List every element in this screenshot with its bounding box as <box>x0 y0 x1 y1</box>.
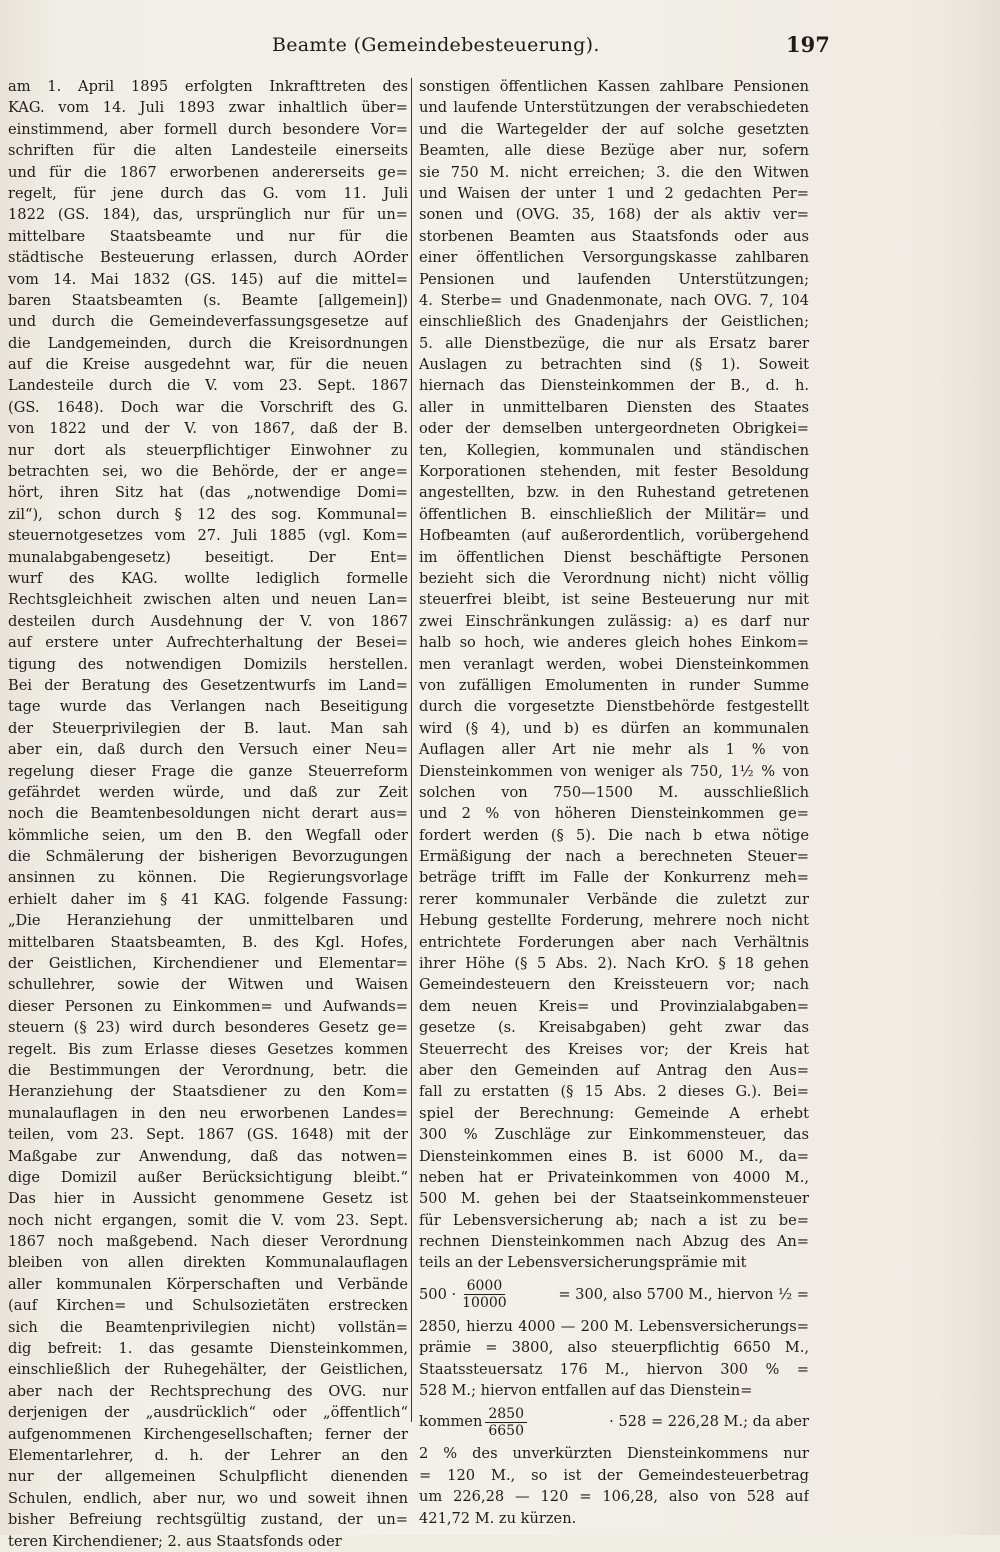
text-line: steuernotgesetzes vom 27. Juli 1885 (vgl. Kom= <box>8 527 408 545</box>
text-line: 2 % des unverkürzten Diensteinkommens nur <box>419 1445 809 1463</box>
text-line: aber ein, daß durch den Versuch einer Neu= <box>8 741 408 759</box>
text-line: angestellten, bzw. in den Ruhestand getretenen <box>419 484 809 502</box>
formula-line <box>419 1274 809 1316</box>
text-line: schriften für die alten Landesteile einerseits <box>8 142 408 160</box>
text-line: von zufälligen Emolumenten in runder Summe <box>419 676 809 694</box>
text-line: Hofbeamten (auf außerordentlich, vorübergehend <box>419 527 809 545</box>
text-line: KAG. vom 14. Juli 1893 zwar inhaltlich über= <box>8 99 408 117</box>
text-line: sonen und (OVG. 35, 168) der als aktiv ver= <box>419 206 809 224</box>
text-line: aller in unmittelbaren Diensten des Staates <box>419 398 809 416</box>
text-line: betrachten sei, wo die Behörde, der er ange= <box>8 463 408 481</box>
text-line: die Schmälerung der bisherigen Bevorzugungen <box>8 848 408 866</box>
text-line: einer öffentlichen Versorgungskasse zahlbaren <box>419 249 809 267</box>
text-line: ansinnen zu können. Die Regierungsvorlage <box>8 869 408 887</box>
text-line: storbenen Beamten aus Staatsfonds oder aus <box>419 227 809 245</box>
text-line: um 226,28 — 120 = 106,28, also von 528 auf <box>419 1488 809 1506</box>
formula-suffix: · 528 = 226,28 M.; da aber <box>609 1413 809 1431</box>
text-line: zil“), schon durch § 12 des sog. Kommunal= <box>8 505 408 523</box>
text-line: auf erstere unter Aufrechterhaltung der Besei= <box>8 634 408 652</box>
text-line: mittelbaren Staatsbeamten, B. des Kgl. Hofes, <box>8 933 408 951</box>
text-line: 5. alle Dienstbezüge, die nur als Ersatz barer <box>419 334 809 352</box>
text-line: Beamten, alle diese Bezüge aber nur, sofern <box>419 142 809 160</box>
text-line: 1867 noch maßgebend. Nach dieser Verordnung <box>8 1233 408 1251</box>
fraction-numerator: 6000 <box>464 1278 506 1295</box>
text-line: rechnen Diensteinkommen nach Abzug des An= <box>419 1233 809 1251</box>
text-line: Hebung gestellte Forderung, mehrere noch nicht <box>419 912 809 930</box>
text-line: hiernach das Diensteinkommen der B., d. h. <box>419 377 809 395</box>
fraction <box>485 1406 527 1439</box>
text-line: bezieht sich die Verordnung nicht) nicht völlig <box>419 569 809 587</box>
page-header <box>0 28 1000 62</box>
text-line: einschließlich der Ruhegehälter, der Geistlichen, <box>8 1361 408 1379</box>
page-number: 197 <box>786 32 830 57</box>
text-line: steuern (§ 23) wird durch besonderes Gesetz ge= <box>8 1019 408 1037</box>
text-line: „Die Heranziehung der unmittelbaren und <box>8 912 408 930</box>
text-line: dige Domizil außer Berücksichtigung bleibt.“ <box>8 1168 408 1186</box>
text-line: am 1. April 1895 erfolgten Inkrafttreten des <box>8 78 408 95</box>
text-line: Diensteinkommen von weniger als 750, 1½ % von <box>419 762 809 780</box>
text-line: vom 14. Mai 1832 (GS. 145) auf die mittel= <box>8 270 408 288</box>
text-line: oder der demselben untergeordneten Obrigkei= <box>419 420 809 438</box>
text-line: dem neuen Kreis= und Provinzialabgaben= <box>419 997 809 1015</box>
text-line: 528 M.; hiervon entfallen auf das Dienstein= <box>419 1382 753 1400</box>
text-line: Maßgabe zur Anwendung, daß das notwen= <box>8 1147 408 1165</box>
fraction <box>459 1278 510 1311</box>
text-line: aufgenommenen Kirchengesellschaften; ferner der <box>8 1425 408 1443</box>
text-line: der Geistlichen, Kirchendiener und Elementar= <box>8 955 408 973</box>
text-line: aber nach der Rechtsprechung des OVG. nur <box>8 1382 408 1400</box>
text-line: städtische Besteuerung erlassen, durch AOrder <box>8 249 408 267</box>
text-line: noch nicht ergangen, somit die V. vom 23. Sept. <box>8 1211 408 1229</box>
formula-prefix: kommen <box>419 1413 483 1431</box>
text-line: und für die 1867 erworbenen andererseits ge= <box>8 163 408 181</box>
text-line: tigung des notwendigen Domizils herstellen. <box>8 655 408 673</box>
text-line: 4. Sterbe= und Gnadenmonate, nach OVG. 7, 104 <box>419 291 809 309</box>
text-line: solchen von 750—1500 M. ausschließlich <box>419 783 809 801</box>
text-line: Elementarlehrer, d. h. der Lehrer an den <box>8 1447 408 1464</box>
text-line: entrichtete Forderungen aber nach Verhältnis <box>419 933 809 951</box>
text-line: kömmliche seien, um den B. den Wegfall oder <box>8 826 408 844</box>
fraction-denominator: 6650 <box>488 1422 524 1439</box>
text-line: ihrer Höhe (§ 5 Abs. 2). Nach KrO. § 18 gehen <box>419 955 809 973</box>
running-title: Beamte (Gemeindebesteuerung). <box>272 34 600 56</box>
text-line: schullehrer, sowie der Witwen und Waisen <box>8 976 408 994</box>
text-line: gefährdet werden würde, und daß zur Zeit <box>8 783 408 801</box>
text-line: die Bestimmungen der Verordnung, betr. die <box>8 1061 408 1079</box>
text-line: desteilen durch Ausdehnung der V. von 1867 <box>8 612 408 630</box>
text-line: Ermäßigung der nach a berechneten Steuer= <box>419 848 809 866</box>
text-line: dig befreit: 1. das gesamte Diensteinkommen, <box>8 1340 408 1358</box>
text-line: 421,72 M. zu kürzen. <box>419 1509 577 1527</box>
text-line: die Landgemeinden, durch die Kreisordnungen <box>8 334 408 352</box>
text-line: tage wurde das Verlangen nach Beseitigung <box>8 698 408 716</box>
text-line: und laufende Unterstützungen der verabschiedeten <box>419 99 809 117</box>
text-line: 300 % Zuschläge zur Einkommensteuer, das <box>419 1126 809 1144</box>
formula-suffix: = 300, also 5700 M., hiervon ½ = <box>558 1285 809 1303</box>
text-line: (GS. 1648). Doch war die Vorschrift des G. <box>8 398 408 416</box>
text-line: ten, Kollegien, kommunalen und ständischen <box>419 441 809 459</box>
right-text-column <box>419 76 809 1529</box>
fraction-numerator: 2850 <box>485 1406 527 1423</box>
fraction-denominator: 10000 <box>462 1295 507 1312</box>
text-line: beträge trifft im Falle der Konkurrenz meh= <box>419 869 809 887</box>
text-line: im öffentlichen Dienst beschäftigte Personen <box>419 548 809 566</box>
text-line: prämie = 3800, also steuerpflichtig 6650 M., <box>419 1339 809 1357</box>
text-line: Schulen, endlich, aber nur, wo und soweit ihnen <box>8 1489 408 1507</box>
text-line: men veranlagt werden, wobei Diensteinkommen <box>419 655 809 673</box>
text-line: Das hier in Aussicht genommene Gesetz ist <box>8 1190 408 1208</box>
text-line: gesetze (s. Kreisabgaben) geht zwar das <box>419 1019 809 1037</box>
text-line: nur dort als steuerpflichtiger Einwohner zu <box>8 441 408 459</box>
text-line: 1822 (GS. 184), das, ursprünglich nur für un= <box>8 206 408 224</box>
text-line: Rechtsgleichheit zwischen alten und neuen Lan= <box>8 591 408 609</box>
text-line: spiel der Berechnung: Gemeinde A erhebt <box>419 1104 809 1122</box>
formula-line <box>419 1401 809 1443</box>
text-line: munalabgabengesetz) beseitigt. Der Ent= <box>8 548 408 566</box>
text-line: Landesteile durch die V. vom 23. Sept. 1867 <box>8 377 408 395</box>
text-line: und die Wartegelder der auf solche gesetzten <box>419 120 809 138</box>
text-line: Auslagen zu betrachten sind (§ 1). Soweit <box>419 356 809 374</box>
text-line: derjenigen der „ausdrücklich“ oder „öffentlich“ <box>8 1404 408 1422</box>
text-line: wird (§ 4), und b) es dürfen an kommunalen <box>419 719 809 737</box>
left-text-column <box>8 76 408 1552</box>
formula-prefix: 500 · <box>419 1285 457 1303</box>
text-line: Steuerrecht des Kreises vor; der Kreis hat <box>419 1040 809 1058</box>
text-line: bisher Befreiung rechtsgültig zustand, der un= <box>8 1511 408 1529</box>
text-line: regelt. Bis zum Erlasse dieses Gesetzes kommen <box>8 1040 408 1058</box>
text-line: Bei der Beratung des Gesetzentwurfs im Land= <box>8 676 408 694</box>
text-line: einstimmend, aber formell durch besondere Vor= <box>8 120 408 138</box>
text-line: und Waisen der unter 1 und 2 gedachten Per= <box>419 184 809 202</box>
text-line: öffentlichen B. einschließlich der Militär= und <box>419 505 809 523</box>
text-line: halb so hoch, wie anderes gleich hohes Einkom= <box>419 634 809 652</box>
text-line: Auflagen aller Art nie mehr als 1 % von <box>419 741 809 759</box>
text-line: 500 M. gehen bei der Staatseinkommensteuer <box>419 1190 809 1208</box>
text-line: munalauflagen in den neu erworbenen Landes= <box>8 1104 408 1122</box>
text-line: fall zu erstatten (§ 15 Abs. 2 dieses G.). Bei= <box>419 1083 809 1101</box>
text-line: baren Staatsbeamten (s. Beamte [allgemein]) <box>8 291 408 309</box>
text-line: und 2 % von höheren Diensteinkommen ge= <box>419 805 809 823</box>
text-line: Staatssteuersatz 176 M., hiervon 300 % = <box>419 1360 809 1378</box>
formula-expression <box>419 1274 513 1316</box>
text-line: hört, ihren Sitz hat (das „notwendige Domi= <box>8 484 408 502</box>
text-line: teren Kirchendiener; 2. aus Staatsfonds oder <box>8 1532 342 1550</box>
text-line: mittelbare Staatsbeamte und nur für die <box>8 227 408 245</box>
text-line: der Steuerprivilegien der B. laut. Man sah <box>8 719 408 737</box>
text-line: sie 750 M. nicht erreichen; 3. die den Witwen <box>419 163 809 181</box>
text-line: wurf des KAG. wollte lediglich formelle <box>8 569 408 587</box>
text-line: bleiben von allen direkten Kommunalauflagen <box>8 1254 408 1272</box>
text-line: Diensteinkommen eines B. ist 6000 M., da= <box>419 1147 809 1165</box>
text-line: teils an der Lebensversicherungsprämie mit <box>419 1254 747 1272</box>
text-line: steuerfrei bleibt, ist seine Besteuerung nur mit <box>419 591 809 609</box>
text-line: fordert werden (§ 5). Die nach b etwa nötige <box>419 826 809 844</box>
text-line: = 120 M., so ist der Gemeindesteuerbetrag <box>419 1466 809 1484</box>
formula-expression <box>419 1401 530 1443</box>
text-line: noch die Beamtenbesoldungen nicht derart aus= <box>8 805 408 823</box>
text-line: rerer kommunaler Verbände die zuletzt zur <box>419 890 809 908</box>
text-line: auf die Kreise ausgedehnt war, für die neuen <box>8 356 408 374</box>
text-line: aller kommunalen Körperschaften und Verbände <box>8 1275 408 1293</box>
text-line: durch die vorgesetzte Dienstbehörde festgestellt <box>419 698 809 716</box>
text-line: für Lebensversicherung ab; nach a ist zu be= <box>419 1211 809 1229</box>
text-line: Pensionen und laufenden Unterstützungen; <box>419 270 809 288</box>
text-line: erhielt daher im § 41 KAG. folgende Fassung: <box>8 890 408 908</box>
text-line: von 1822 und der V. von 1867, daß der B. <box>8 420 408 438</box>
text-line: (auf Kirchen= und Schulsozietäten erstrecken <box>8 1297 408 1315</box>
text-line: und durch die Gemeindeverfassungsgesetze auf <box>8 313 408 331</box>
text-line: 2850, hierzu 4000 — 200 M. Lebensversicherungs= <box>419 1317 809 1335</box>
column-divider <box>411 78 412 1422</box>
text-line: sich die Beamtenprivilegien nicht) vollstän= <box>8 1318 408 1336</box>
text-line: neben hat er Privateinkommen von 4000 M., <box>419 1168 809 1186</box>
text-line: regelt, für jene durch das G. vom 11. Juli <box>8 184 408 202</box>
text-line: dieser Personen zu Einkommen= und Aufwands= <box>8 997 408 1015</box>
text-line: Gemeindesteuern den Kreissteuern vor; nach <box>419 976 809 994</box>
text-line: zwei Einschränkungen zulässig: a) es darf nur <box>419 612 809 630</box>
text-line: einschließlich des Gnadenjahrs der Geistlichen; <box>419 313 809 331</box>
text-line: sonstigen öffentlichen Kassen zahlbare Pensionen <box>419 78 809 95</box>
text-line: teilen, vom 23. Sept. 1867 (GS. 1648) mit der <box>8 1126 408 1144</box>
text-line: regelung dieser Frage die ganze Steuerreform <box>8 762 408 780</box>
text-line: Heranziehung der Staatsdiener zu den Kom= <box>8 1083 408 1101</box>
text-line: Korporationen stehenden, mit fester Besoldung <box>419 463 809 481</box>
text-line: aber den Gemeinden auf Antrag den Aus= <box>419 1061 809 1079</box>
text-line: nur der allgemeinen Schulpflicht dienenden <box>8 1468 408 1486</box>
